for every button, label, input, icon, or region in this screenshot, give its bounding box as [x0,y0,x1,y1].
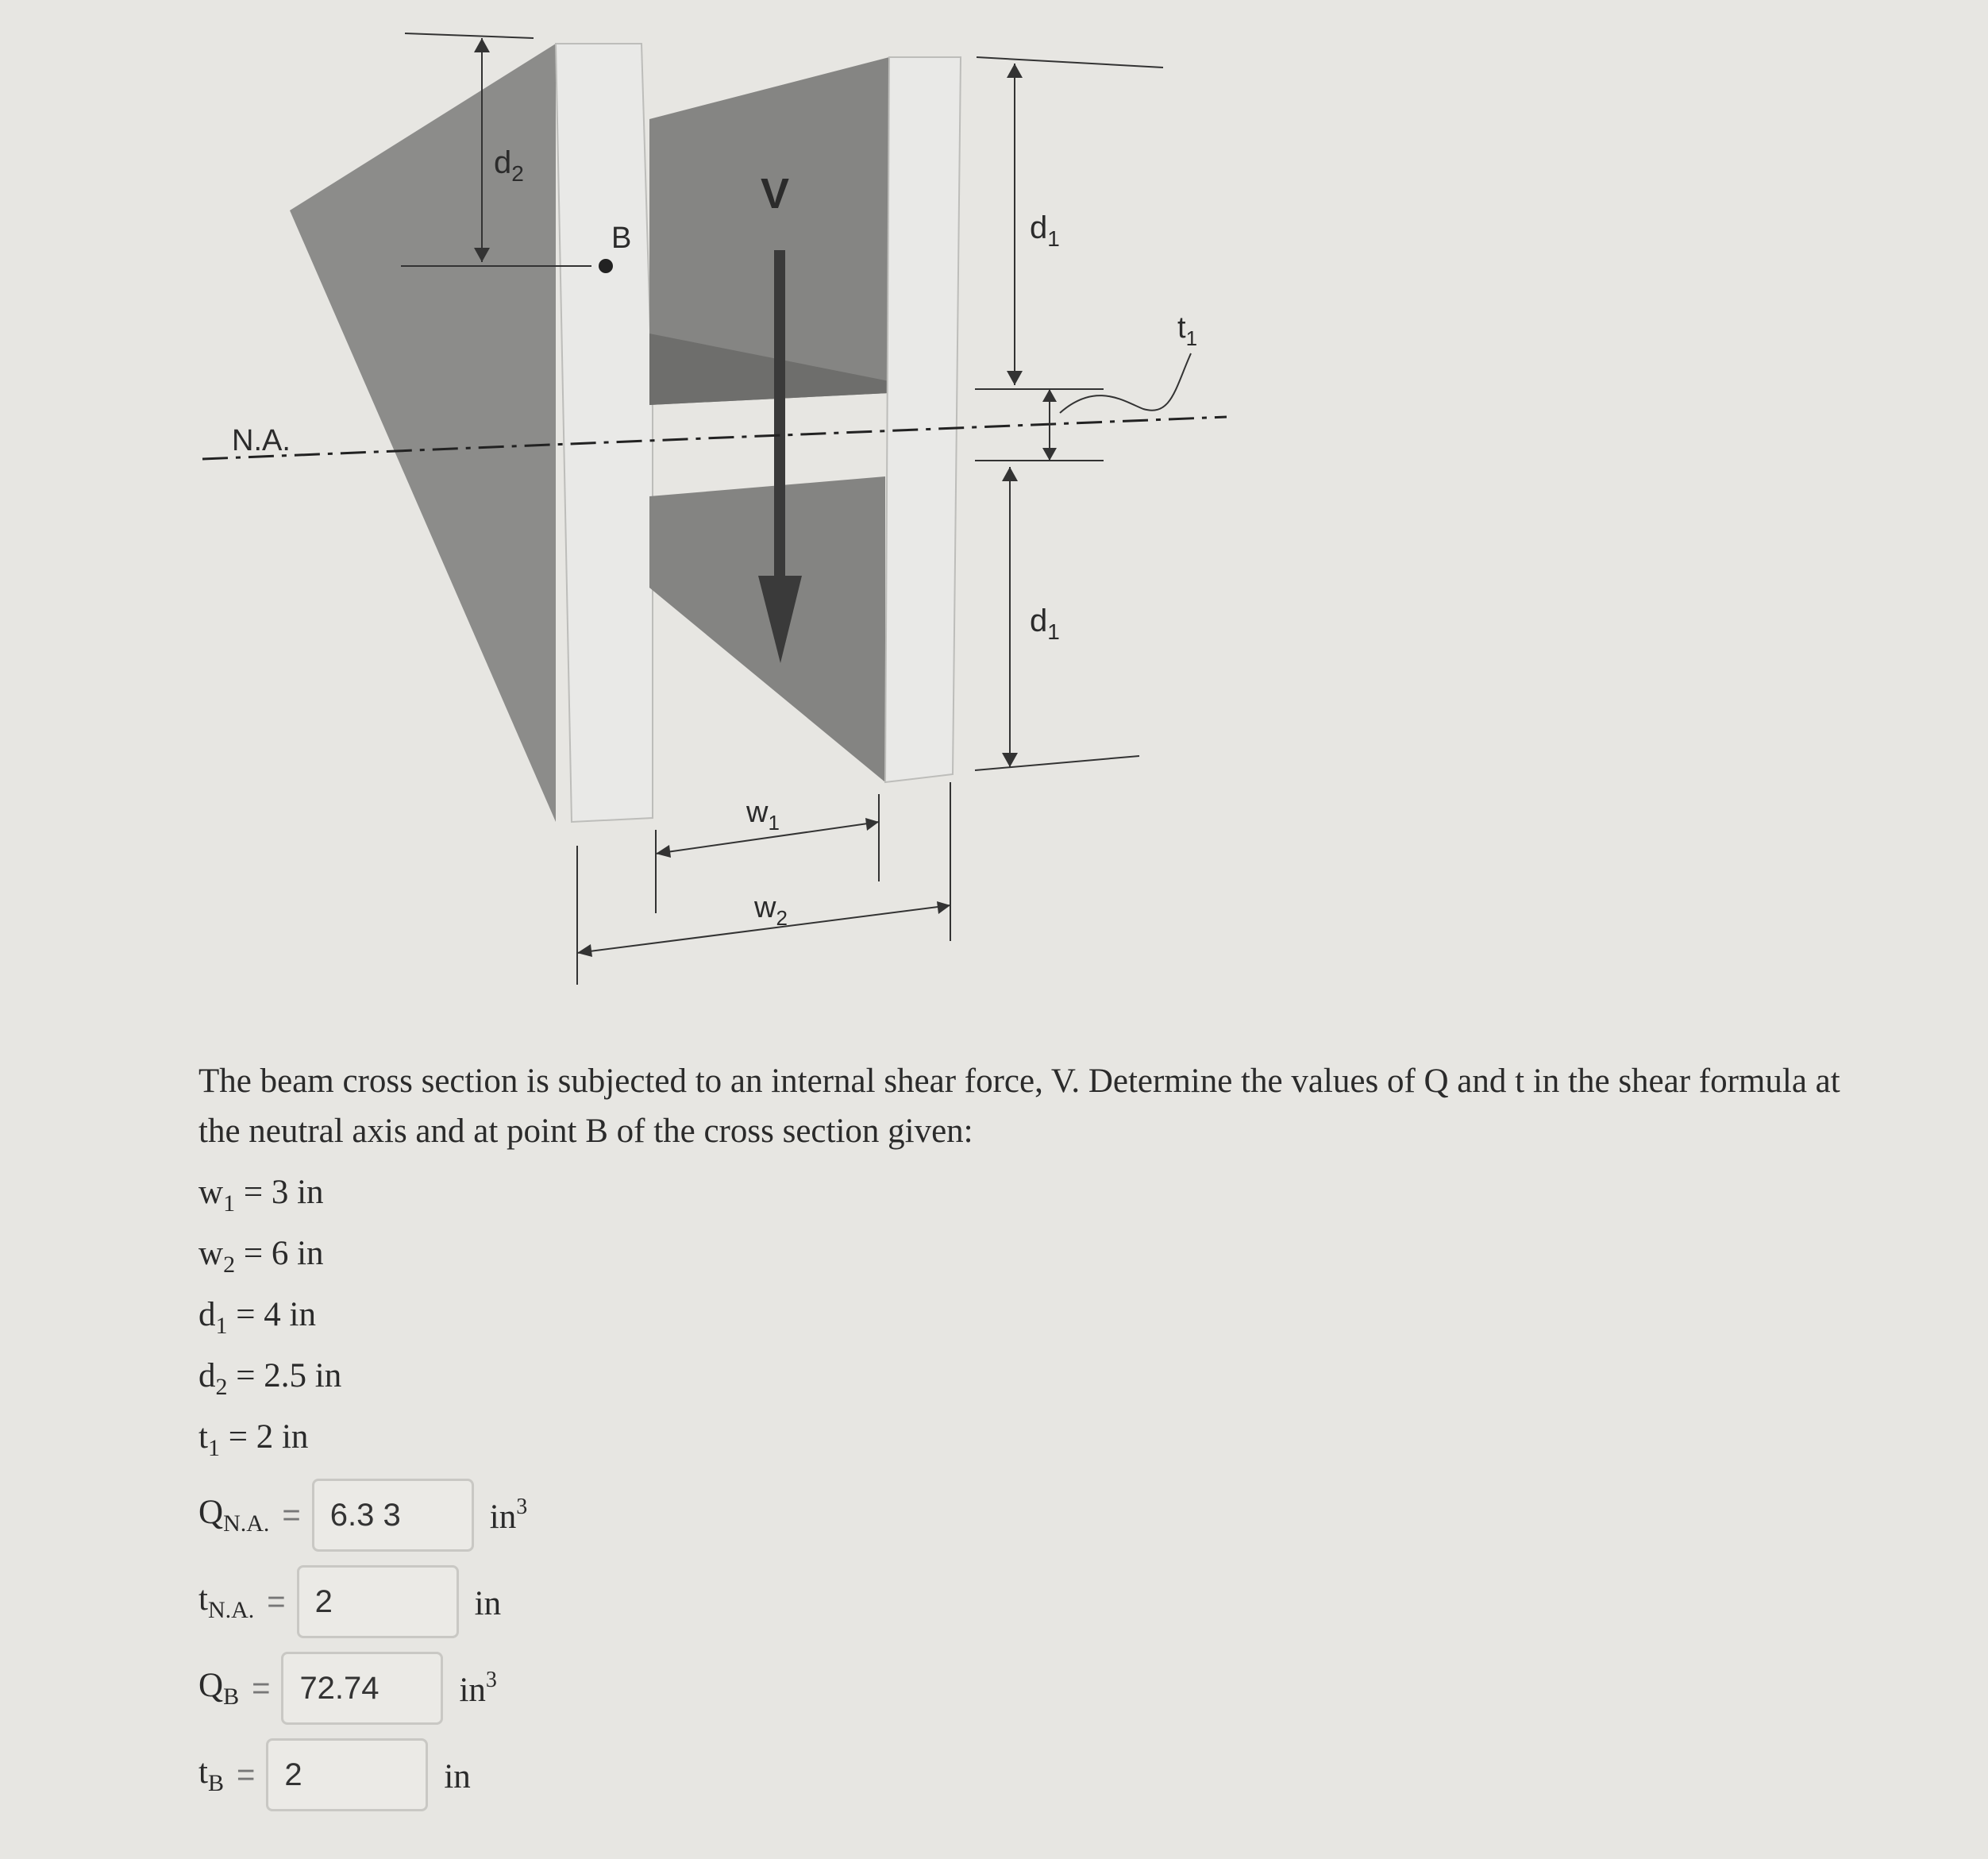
q-na-label: $Q_{N.A.}$ [198,1494,270,1537]
t-na-input[interactable]: 2 [297,1565,459,1638]
problem-statement: The beam cross section is subjected to an internal shear force, V. Determine the values of Q and t in the shear formula at the neutral axis and at point B of the cross section given: [198,1063,1840,1150]
d1-top-label: $d_1$ [1030,210,1060,251]
point-b-label: B [611,222,632,255]
given-t1: $t_1 = 2$ in [198,1418,309,1461]
shear-force-arrow-shaft [774,250,785,584]
q-na-unit: $in^3$ [489,1494,528,1536]
given-w1: $w_1 = 3$ in [198,1174,324,1217]
given-w2: $w_2 = 6$ in [198,1235,324,1278]
t-b-label: $t_B$ [198,1753,224,1796]
t1-label: $t_1$ [1177,311,1198,350]
w2-label: $w_2$ [754,891,788,930]
d1-bottom-label: $d_1$ [1030,604,1060,644]
q-na-input[interactable]: 6.3 3 [312,1479,474,1552]
right-flange-face [885,57,961,782]
d2-label: $d_2$ [494,145,524,186]
answer-row-q-na: $Q_{N.A.}$ = 6.3 3 $in^3$ [198,1479,527,1552]
t-b-input[interactable]: 2 [266,1738,428,1811]
t1-leader-line [1060,353,1191,413]
q-b-input[interactable]: 72.74 [281,1652,443,1725]
answer-row-q-b: $Q_B$ = 72.74 $in^3$ [198,1652,497,1725]
bottom-right-flange [649,476,885,782]
given-d2: $d_2 = 2.5$ in [198,1357,342,1400]
t-b-unit: in [444,1757,471,1795]
point-b-marker [599,259,613,273]
given-d1: $d_1 = 4$ in [198,1296,316,1339]
q-b-unit: $in^3$ [459,1667,497,1709]
shear-force-v-label: V [761,170,790,218]
neutral-axis-label: N.A. [232,424,291,457]
given-values [198,1167,341,1473]
w1-label: $w_1$ [746,796,780,835]
answer-row-t-na: $t_{N.A.}$ = 2 in [198,1565,501,1638]
answer-row-t-b: $t_B$ = 2 in [198,1738,471,1811]
t-na-label: $t_{N.A.}$ [198,1580,255,1623]
web-face [556,44,653,822]
q-b-label: $Q_B$ [198,1667,240,1710]
t-na-unit: in [474,1584,502,1622]
